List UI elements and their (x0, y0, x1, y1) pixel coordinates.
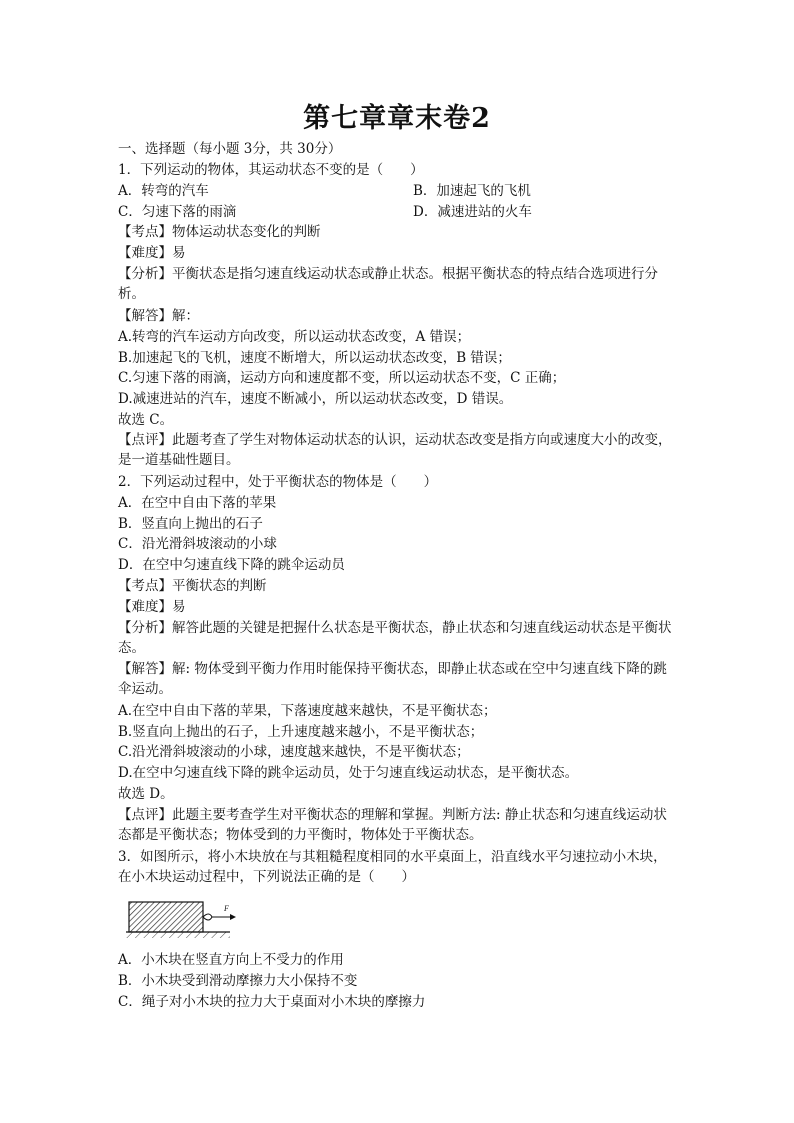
q1-option-c: C．匀速下落的雨滴 (118, 204, 237, 220)
q1-fenxi: 【分析】平衡状态是指匀速直线运动状态或静止状态。根据平衡状态的特点结合选项进行分析。 (118, 266, 658, 302)
q2-option-a: A．在空中自由下落的苹果 (118, 495, 277, 511)
q2-fenxi: 【分析】解答此题的关键是把握什么状态是平衡状态，静止状态和匀速直线运动状态是平衡状态。 (118, 620, 672, 656)
q2-jieda: 【解答】解: 物体受到平衡力作用时能保持平衡状态，即静止状态或在空中匀速直线下降的跳伞运动。 (118, 661, 667, 697)
q1-nandu: 【难度】易 (118, 245, 186, 261)
q1-option-a: A．转弯的汽车 (118, 183, 209, 199)
q1-option-d: D．减速进站的火车 (413, 204, 532, 220)
force-label: F (224, 904, 229, 913)
wood-block-figure (126, 896, 238, 942)
q1-analysis-b: B.加速起飞的飞机，速度不断增大，所以运动状态改变，B 错误； (118, 350, 511, 366)
q1-jieda: 【解答】解： (118, 308, 199, 324)
document-title: 第七章章末卷2 (303, 103, 491, 134)
q2-nandu: 【难度】易 (118, 599, 186, 615)
q2-analysis-d: D.在空中匀速直线下降的跳伞运动员，处于匀速直线运动状态，是平衡状态。 (118, 765, 579, 781)
q2-analysis-b: B.竖直向上抛出的石子，上升速度越来越小，不是平衡状态； (118, 724, 484, 740)
arrow-head-icon (230, 914, 236, 920)
q1-dianping: 【点评】此题考查了学生对物体运动状态的认识，运动状态改变是指方向或速度大小的改变，是一道基础性题目。 (118, 432, 672, 468)
q1-kaodian: 【考点】物体运动状态变化的判断 (118, 224, 321, 240)
q3-option-c: C．绳子对小木块的拉力大于桌面对小木块的摩擦力 (118, 994, 426, 1010)
q1-analysis-c: C.匀速下落的雨滴，运动方向和速度都不变，所以运动状态不变，C 正确； (118, 370, 566, 386)
q2-dianping: 【点评】此题主要考查学生对平衡状态的理解和掌握。判断方法: 静止状态和匀速直线运动状态都是平衡状态；物体受到的力平衡时，物体处于平衡状态。 (118, 807, 667, 843)
q1-option-b: B．加速起飞的飞机 (413, 183, 531, 199)
q2-kaodian: 【考点】平衡状态的判断 (118, 578, 267, 594)
q2-option-b: B．竖直向上抛出的石子 (118, 516, 263, 532)
table-surface (126, 932, 230, 938)
wood-block (129, 902, 203, 932)
q3-stem: 3．如图所示，将小木块放在与其粗糙程度相同的水平桌面上，沿直线水平匀速拉动小木块，在小木块运动过程中，下列说法正确的是（ ） (118, 849, 667, 885)
q2-stem: 2．下列运动过程中，处于平衡状态的物体是（ ） (118, 474, 438, 490)
q1-analysis-a: A.转弯的汽车运动方向改变，所以运动状态改变，A 错误； (118, 329, 471, 345)
q2-analysis-a: A.在空中自由下落的苹果，下落速度越来越快，不是平衡状态； (118, 703, 497, 719)
q2-option-d: D．在空中匀速直线下降的跳伞运动员 (118, 557, 345, 573)
q2-option-c: C．沿光滑斜坡滚动的小球 (118, 536, 277, 552)
q2-answer: 故选 D。 (118, 786, 174, 802)
q3-option-a: A．小木块在竖直方向上不受力的作用 (118, 952, 344, 968)
q2-analysis-c: C.沿光滑斜坡滚动的小球，速度越来越快，不是平衡状态； (118, 744, 470, 760)
q1-analysis-d: D.减速进站的汽车，速度不断减小，所以运动状态改变，D 错误。 (118, 391, 513, 407)
section-heading: 一、选择题（每小题 3分，共 30分） (118, 141, 342, 157)
q1-answer: 故选 C。 (118, 412, 174, 428)
rope-loop (203, 914, 212, 920)
q3-option-b: B．小木块受到滑动摩擦力大小保持不变 (118, 973, 358, 989)
q1-stem: 1．下列运动的物体，其运动状态不变的是（ ） (118, 162, 424, 178)
